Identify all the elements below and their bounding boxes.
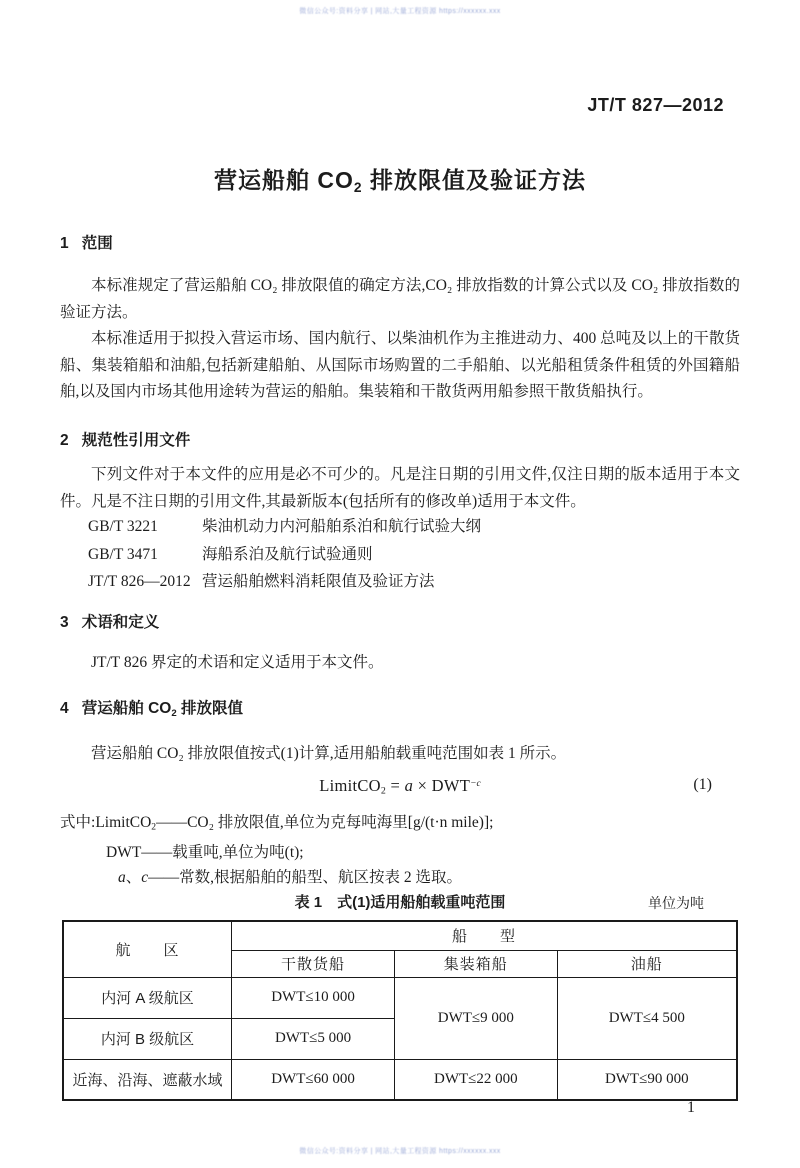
document-title	[0, 162, 800, 195]
normative-references-list	[60, 514, 740, 597]
reference-item	[60, 569, 740, 597]
page-number: 1	[687, 1099, 695, 1116]
watermark-bottom-text: 微信公众号:资料分享 | 网站,大量工程资源 https://xxxxxx.xxx	[299, 1148, 501, 1155]
legend-term-dwt: DWT	[106, 843, 142, 861]
section-3-paragraph-1: JT/T 826 界定的术语和定义适用于本文件。	[91, 654, 384, 671]
reference-title: 海船系泊及航行试验通则	[202, 545, 373, 563]
section-2-heading	[60, 428, 740, 450]
reference-item	[60, 542, 740, 570]
legend-term-separator: 、	[125, 869, 142, 887]
equation-number: (1)	[693, 776, 712, 793]
standard-number: JT/T 827—2012	[587, 95, 724, 115]
section-1-paragraph-1: 本标准规定了营运船舶 CO₂ 排放限值的确定方法,CO₂ 排放指数的计算公式以及 CO₂ 排放指数的验证方法。	[60, 277, 740, 321]
equation-exponent-value: −c	[470, 777, 481, 789]
legend-desc-constants: ——常数,根据船舶的船型、航区按表 2 选取。	[148, 869, 463, 887]
table-row-coastal	[63, 1059, 737, 1100]
section-2-title: 规范性引用文件	[81, 432, 191, 449]
title-text-pre: 营运船舶 CO	[214, 167, 354, 193]
section-1-paragraph-2: 本标准适用于拟投入营运市场、国内航行、以柴油机作为主推进动力、400 总吨及以上的干散货船、集装箱船和油船,包括新建船舶、从国际市场购置的二手船舶、以光船租赁条件租赁的外国籍船舶,以及国内市场其他用途转为营运的船舶。集装箱和干散货两用船参照干散货船执行。	[60, 330, 740, 400]
cell-dry-bulk-inland-b: DWT≤5 000	[232, 1018, 395, 1059]
legend-term-limitco2: LimitCO	[95, 814, 152, 831]
section-1-title: 范围	[81, 235, 113, 252]
table-1-unit-note: 单位为吨	[648, 897, 704, 912]
section-3-heading	[60, 610, 740, 632]
cell-container-coastal: DWT≤22 000	[395, 1059, 557, 1100]
cell-zone-inland-a: 内河 A 级航区	[63, 977, 232, 1018]
legend-line-constants	[60, 865, 740, 891]
cell-dry-bulk-coastal: DWT≤60 000	[232, 1059, 395, 1100]
equation-dwt: DWT	[431, 776, 471, 795]
legend-desc-limitco2: ——CO₂ 排放限值,单位为克每吨海里[g/(t·n mile)];	[156, 814, 494, 831]
equation-var-a: a	[404, 776, 414, 795]
section-1-number: 1	[60, 235, 69, 252]
header-cell-container: 集装箱船	[395, 950, 557, 977]
section-4-title-subscript: 2	[171, 707, 177, 719]
table-1	[62, 920, 738, 1101]
equation-lhs-subscript: 2	[380, 785, 387, 797]
legend-desc-dwt: ——载重吨,单位为吨(t);	[141, 843, 304, 861]
cell-zone-inland-b: 内河 B 级航区	[63, 1018, 232, 1059]
reference-item	[60, 514, 740, 542]
equation-exponent	[470, 778, 481, 789]
legend-term-c: c	[141, 869, 149, 887]
cell-dry-bulk-inland-a: DWT≤10 000	[232, 977, 395, 1018]
title-text-post: 排放限值及验证方法	[362, 167, 586, 193]
reference-code: JT/T 826—2012	[88, 573, 191, 590]
section-4-title-pre: 营运船舶 CO	[81, 700, 172, 717]
table-row-inland-a	[63, 977, 737, 1018]
equation-equals: =	[386, 776, 405, 795]
cell-tanker-coastal: DWT≤90 000	[557, 1059, 737, 1100]
section-2-number: 2	[60, 432, 69, 449]
reference-code: GB/T 3471	[88, 545, 158, 563]
legend-intro: 式中:	[60, 814, 96, 831]
legend-term-a: a	[118, 869, 126, 887]
section-2-paragraph-1: 下列文件对于本文件的应用是必不可少的。凡是注日期的引用文件,仅注日期的版本适用于本文件。凡是不注日期的引用文件,其最新版本(包括所有的修改单)适用于本文件。	[60, 466, 740, 510]
section-1-heading	[60, 231, 740, 253]
section-4-number: 4	[60, 700, 69, 717]
equation-1-row	[60, 776, 740, 802]
title-subscript: 2	[353, 180, 363, 196]
reference-title: 营运船舶燃料消耗限值及验证方法	[202, 573, 435, 590]
legend-line-limitco2	[60, 810, 740, 840]
reference-code: GB/T 3221	[88, 518, 158, 535]
header-cell-tanker: 油船	[557, 950, 737, 977]
legend-term-subscript: 2	[151, 821, 157, 833]
table-1-caption: 表 1 式(1)适用船舶载重吨范围	[294, 894, 506, 911]
cell-tanker-inland: DWT≤4 500	[557, 977, 737, 1059]
section-3-title: 术语和定义	[81, 614, 160, 631]
section-3-number: 3	[60, 614, 69, 631]
cell-container-inland: DWT≤9 000	[395, 977, 557, 1059]
equation-times: ×	[413, 776, 432, 795]
section-4-title-post: 排放限值	[176, 700, 244, 717]
section-4-heading	[60, 696, 740, 719]
header-cell-ship-type: 船 型	[232, 921, 738, 950]
header-cell-dry-bulk: 干散货船	[232, 950, 395, 977]
reference-title: 柴油机动力内河船舶系泊和航行试验大纲	[202, 518, 482, 535]
header-cell-zone: 航 区	[63, 921, 232, 977]
table-1-caption-row	[60, 891, 740, 913]
watermark-top-text: 微信公众号:资料分享 | 网站,大量工程资源 https://xxxxxx.xxx	[299, 8, 501, 15]
legend-line-dwt	[60, 840, 740, 866]
equation-legend	[60, 810, 740, 891]
equation-lhs: LimitCO	[319, 776, 381, 795]
section-4-paragraph-1: 营运船舶 CO₂ 排放限值按式(1)计算,适用船舶载重吨范围如表 1 所示。	[91, 745, 567, 762]
table-header-row-1	[63, 921, 737, 950]
cell-zone-coastal: 近海、沿海、遮蔽水域	[63, 1059, 232, 1100]
equation-1	[60, 776, 740, 796]
